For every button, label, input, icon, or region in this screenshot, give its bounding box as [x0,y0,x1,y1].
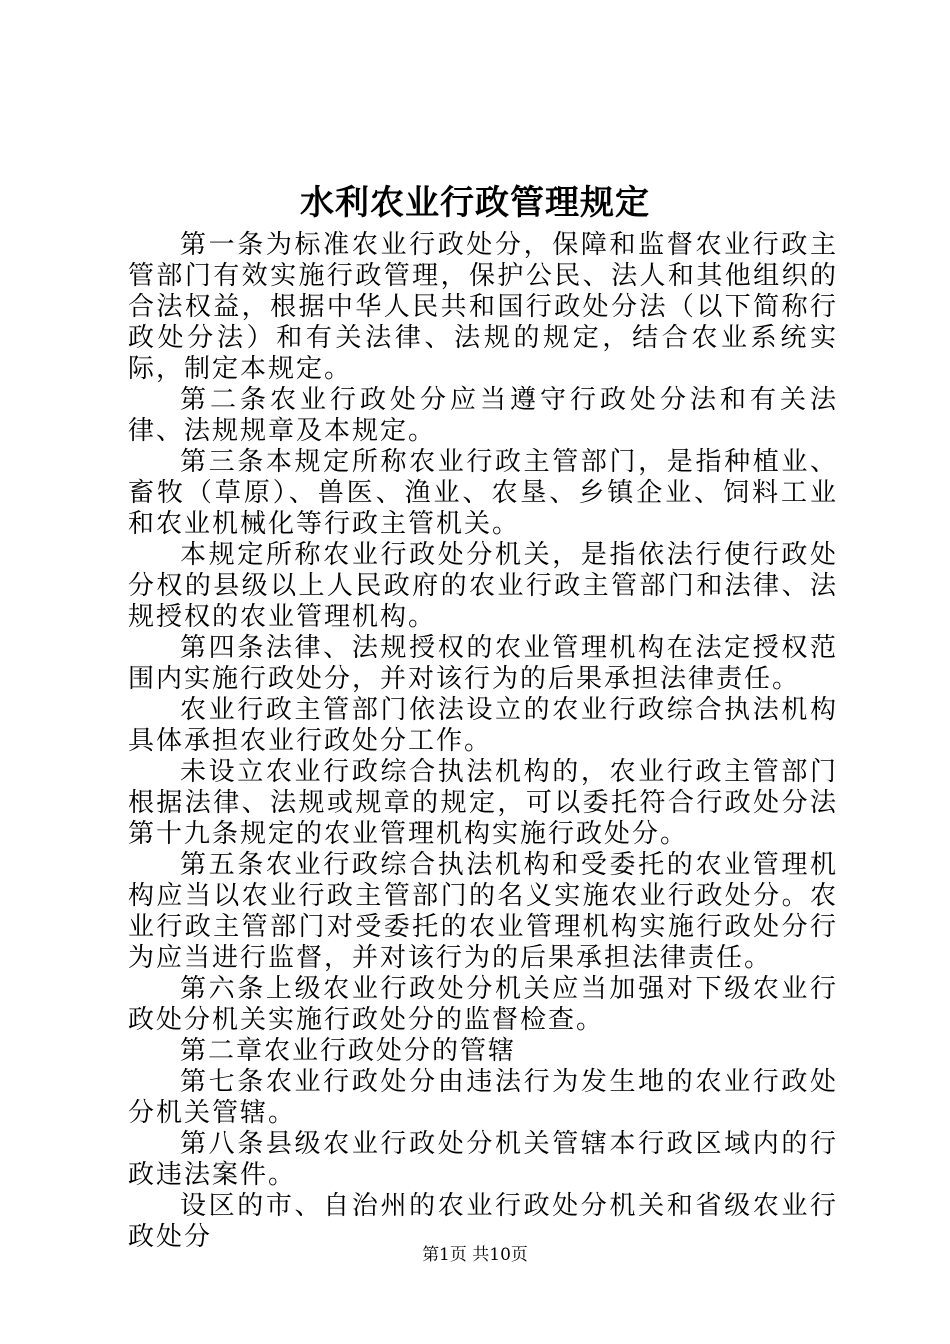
document-body [128,230,838,1253]
paragraph-article-8-cont: 设区的市、自治州的农业行政处分机关和省级农业行政处分 [128,1191,838,1252]
document-title: 水利农业行政管理规定 [300,183,650,223]
paragraph-article-2: 第二条农业行政处分应当遵守行政处分法和有关法律、法规规章及本规定。 [128,385,838,446]
paragraph-article-1: 第一条为标准农业行政处分，保障和监督农业行政主管部门有效实施行政管理，保护公民、法人和其他组织的合法权益，根据中华人民共和国行政处分法（以下简称行政处分法）和有关法律、法规的规定，结合农业系统实际，制定本规定。 [128,230,838,384]
paragraph-article-6: 第六条上级农业行政处分机关应当加强对下级农业行政处分机关实施行政处分的监督检查。 [128,974,838,1035]
paragraph-article-4-cont-1: 农业行政主管部门依法设立的农业行政综合执法机构具体承担农业行政处分工作。 [128,695,838,756]
paragraph-article-7: 第七条农业行政处分由违法行为发生地的农业行政处分机关管辖。 [128,1067,838,1128]
chapter-heading: 第二章农业行政处分的管辖 [180,1036,517,1066]
paragraph-article-8: 第八条县级农业行政处分机关管辖本行政区域内的行政违法案件。 [128,1129,838,1190]
paragraph-article-4-cont-2: 未设立农业行政综合执法机构的，农业行政主管部门根据法律、法规或规章的规定，可以委托符合行政处分法第十九条规定的农业管理机构实施行政处分。 [128,757,838,849]
paragraph-article-4: 第四条法律、法规授权的农业管理机构在法定授权范围内实施行政处分，并对该行为的后果承担法律责任。 [128,633,838,694]
paragraph-article-5: 第五条农业行政综合执法机构和受委托的农业管理机构应当以农业行政主管部门的名义实施农业行政处分。农业行政主管部门对受委托的农业管理机构实施行政处分行为应当进行监督，并对该行为的后果承担法律责任。 [128,850,838,973]
paragraph-article-3: 第三条本规定所称农业行政主管部门，是指种植业、畜牧（草原）、兽医、渔业、农垦、乡镇企业、饲料工业和农业机械化等行政主管机关。 [128,447,838,539]
page-footer: 第1页 共10页 [422,1245,528,1265]
paragraph-article-3-cont: 本规定所称农业行政处分机关，是指依法行使行政处分权的县级以上人民政府的农业行政主管部门和法律、法规授权的农业管理机构。 [128,540,838,632]
